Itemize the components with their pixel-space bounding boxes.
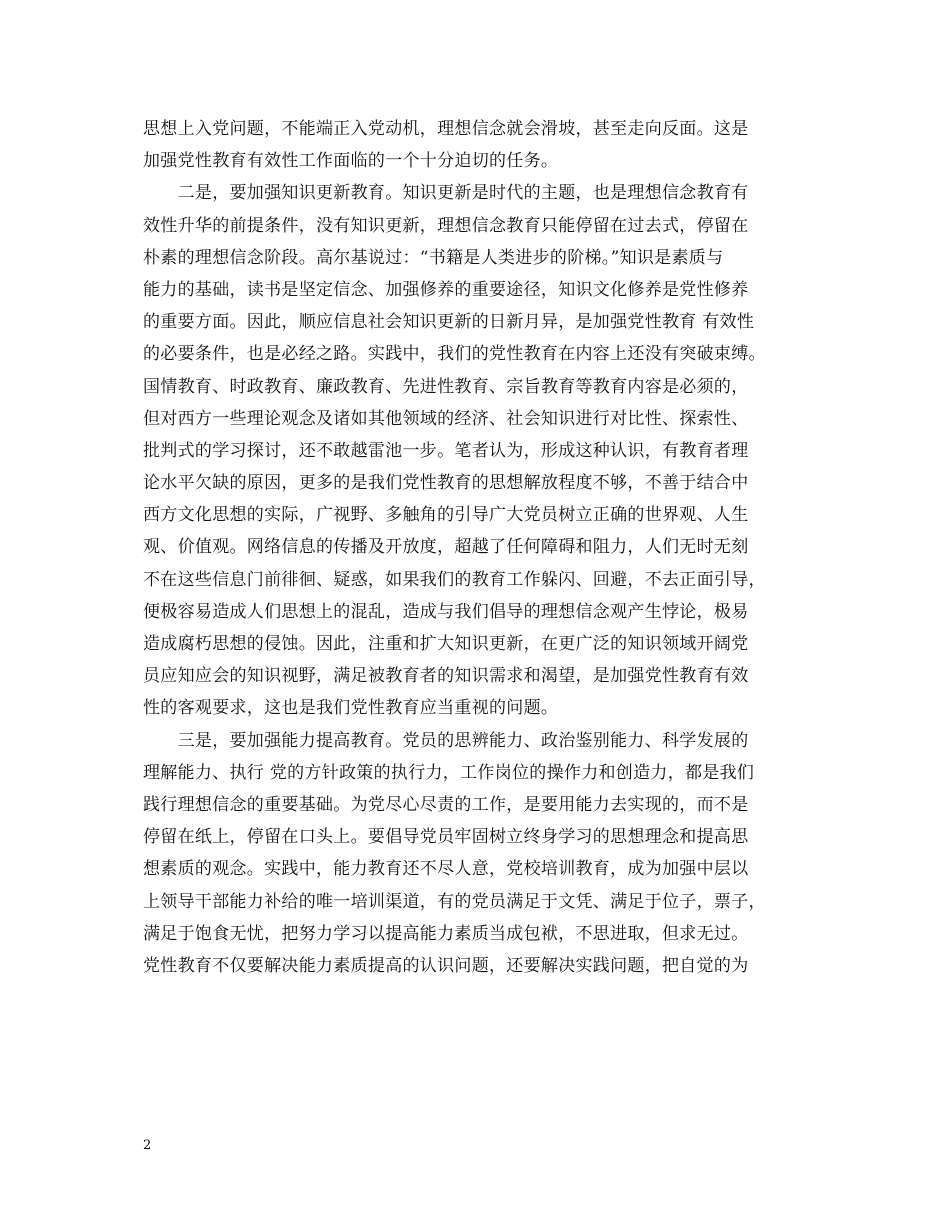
text-line: 国情教育、时政教育、廉政教育、先进性教育、宗旨教育等教育内容是必须的，	[143, 376, 749, 397]
text-line: 三是，要加强能力提高教育。党员的思辨能力、政治鉴别能力、科学发展的	[143, 730, 749, 751]
text-line: 观、价值观。网络信息的传播及开放度，超越了任何障碍和阻力，人们无时无刻	[143, 537, 749, 558]
text-line: 想素质的观念。实践中，能力教育还不尽人意，党校培训教育，成为加强中层以	[143, 859, 749, 880]
text-line: 践行理想信念的重要基础。为党尽心尽责的工作，是要用能力去实现的，而不是	[143, 794, 749, 815]
text-line: 批判式的学习探讨，还不敢越雷池一步。笔者认为，形成这种认识，有教育者理	[143, 440, 749, 461]
text-line: 理解能力、执行 党的方针政策的执行力，工作岗位的操作力和创造力，都是我们	[143, 762, 755, 783]
text-line: 论水平欠缺的原因，更多的是我们党性教育的思想解放程度不够，不善于结合中	[143, 473, 749, 494]
text-line: 便极容易造成人们思想上的混乱，造成与我们倡导的理想信念观产生悖论，极易	[143, 601, 749, 622]
text-line: 性的客观要求，这也是我们党性教育应当重视的问题。	[143, 698, 559, 719]
text-line: 员应知应会的知识视野，满足被教育者的知识需求和渴望，是加强党性教育有效	[143, 666, 749, 687]
text-line: 不在这些信息门前徘徊、疑惑，如果我们的教育工作躲闪、回避，不去正面引导，	[143, 569, 766, 590]
text-line: 的重要方面。因此，顺应信息社会知识更新的日新月异，是加强党性教育 有效性	[143, 312, 755, 333]
text-line: 但对西方一些理论观念及诸如其他领域的经济、社会知识进行对比性、探索性、	[143, 408, 749, 429]
text-line: 二是，要加强知识更新教育。知识更新是时代的主题，也是理想信念教育有	[143, 183, 749, 204]
page-number: 2	[143, 1138, 152, 1153]
text-line: 朴素的理想信念阶段。高尔基说过：“书籍是人类进步的阶梯。”知识是素质与	[143, 247, 724, 268]
text-line: 思想上入党问题，不能端正入党动机，理想信念就会滑坡，甚至走向反面。这是	[143, 119, 749, 139]
text-line: 造成腐朽思想的侵蚀。因此，注重和扩大知识更新，在更广泛的知识领域开阔党	[143, 634, 749, 654]
text-line: 满足于饱食无忧，把努力学习以提高能力素质当成包袱，不思进取，但求无过。	[143, 923, 749, 944]
text-line: 的必要条件，也是必经之路。实践中，我们的党性教育在内容上还没有突破束缚。	[143, 344, 766, 365]
text-line: 停留在纸上，停留在口头上。要倡导党员牢固树立终身学习的思想理念和提高思	[143, 827, 749, 848]
text-line: 加强党性教育有效性工作面临的一个十分迫切的任务。	[143, 151, 559, 172]
text-line: 党性教育不仅要解决能力素质提高的认识问题，还要解决实践问题，把自觉的为	[143, 955, 749, 976]
text-line: 效性升华的前提条件，没有知识更新，理想信念教育只能停留在过去式，停留在	[143, 215, 749, 236]
text-line: 西方文化思想的实际，广视野、多触角的引导广大党员树立正确的世界观、人生	[143, 505, 749, 526]
text-line: 能力的基础，读书是坚定信念、加强修养的重要途径，知识文化修养是党性修养	[143, 279, 749, 300]
text-line: 上领导干部能力补给的唯一培训渠道，有的党员满足于文凭、满足于位子，票子，	[143, 891, 766, 912]
document-body	[143, 113, 823, 982]
